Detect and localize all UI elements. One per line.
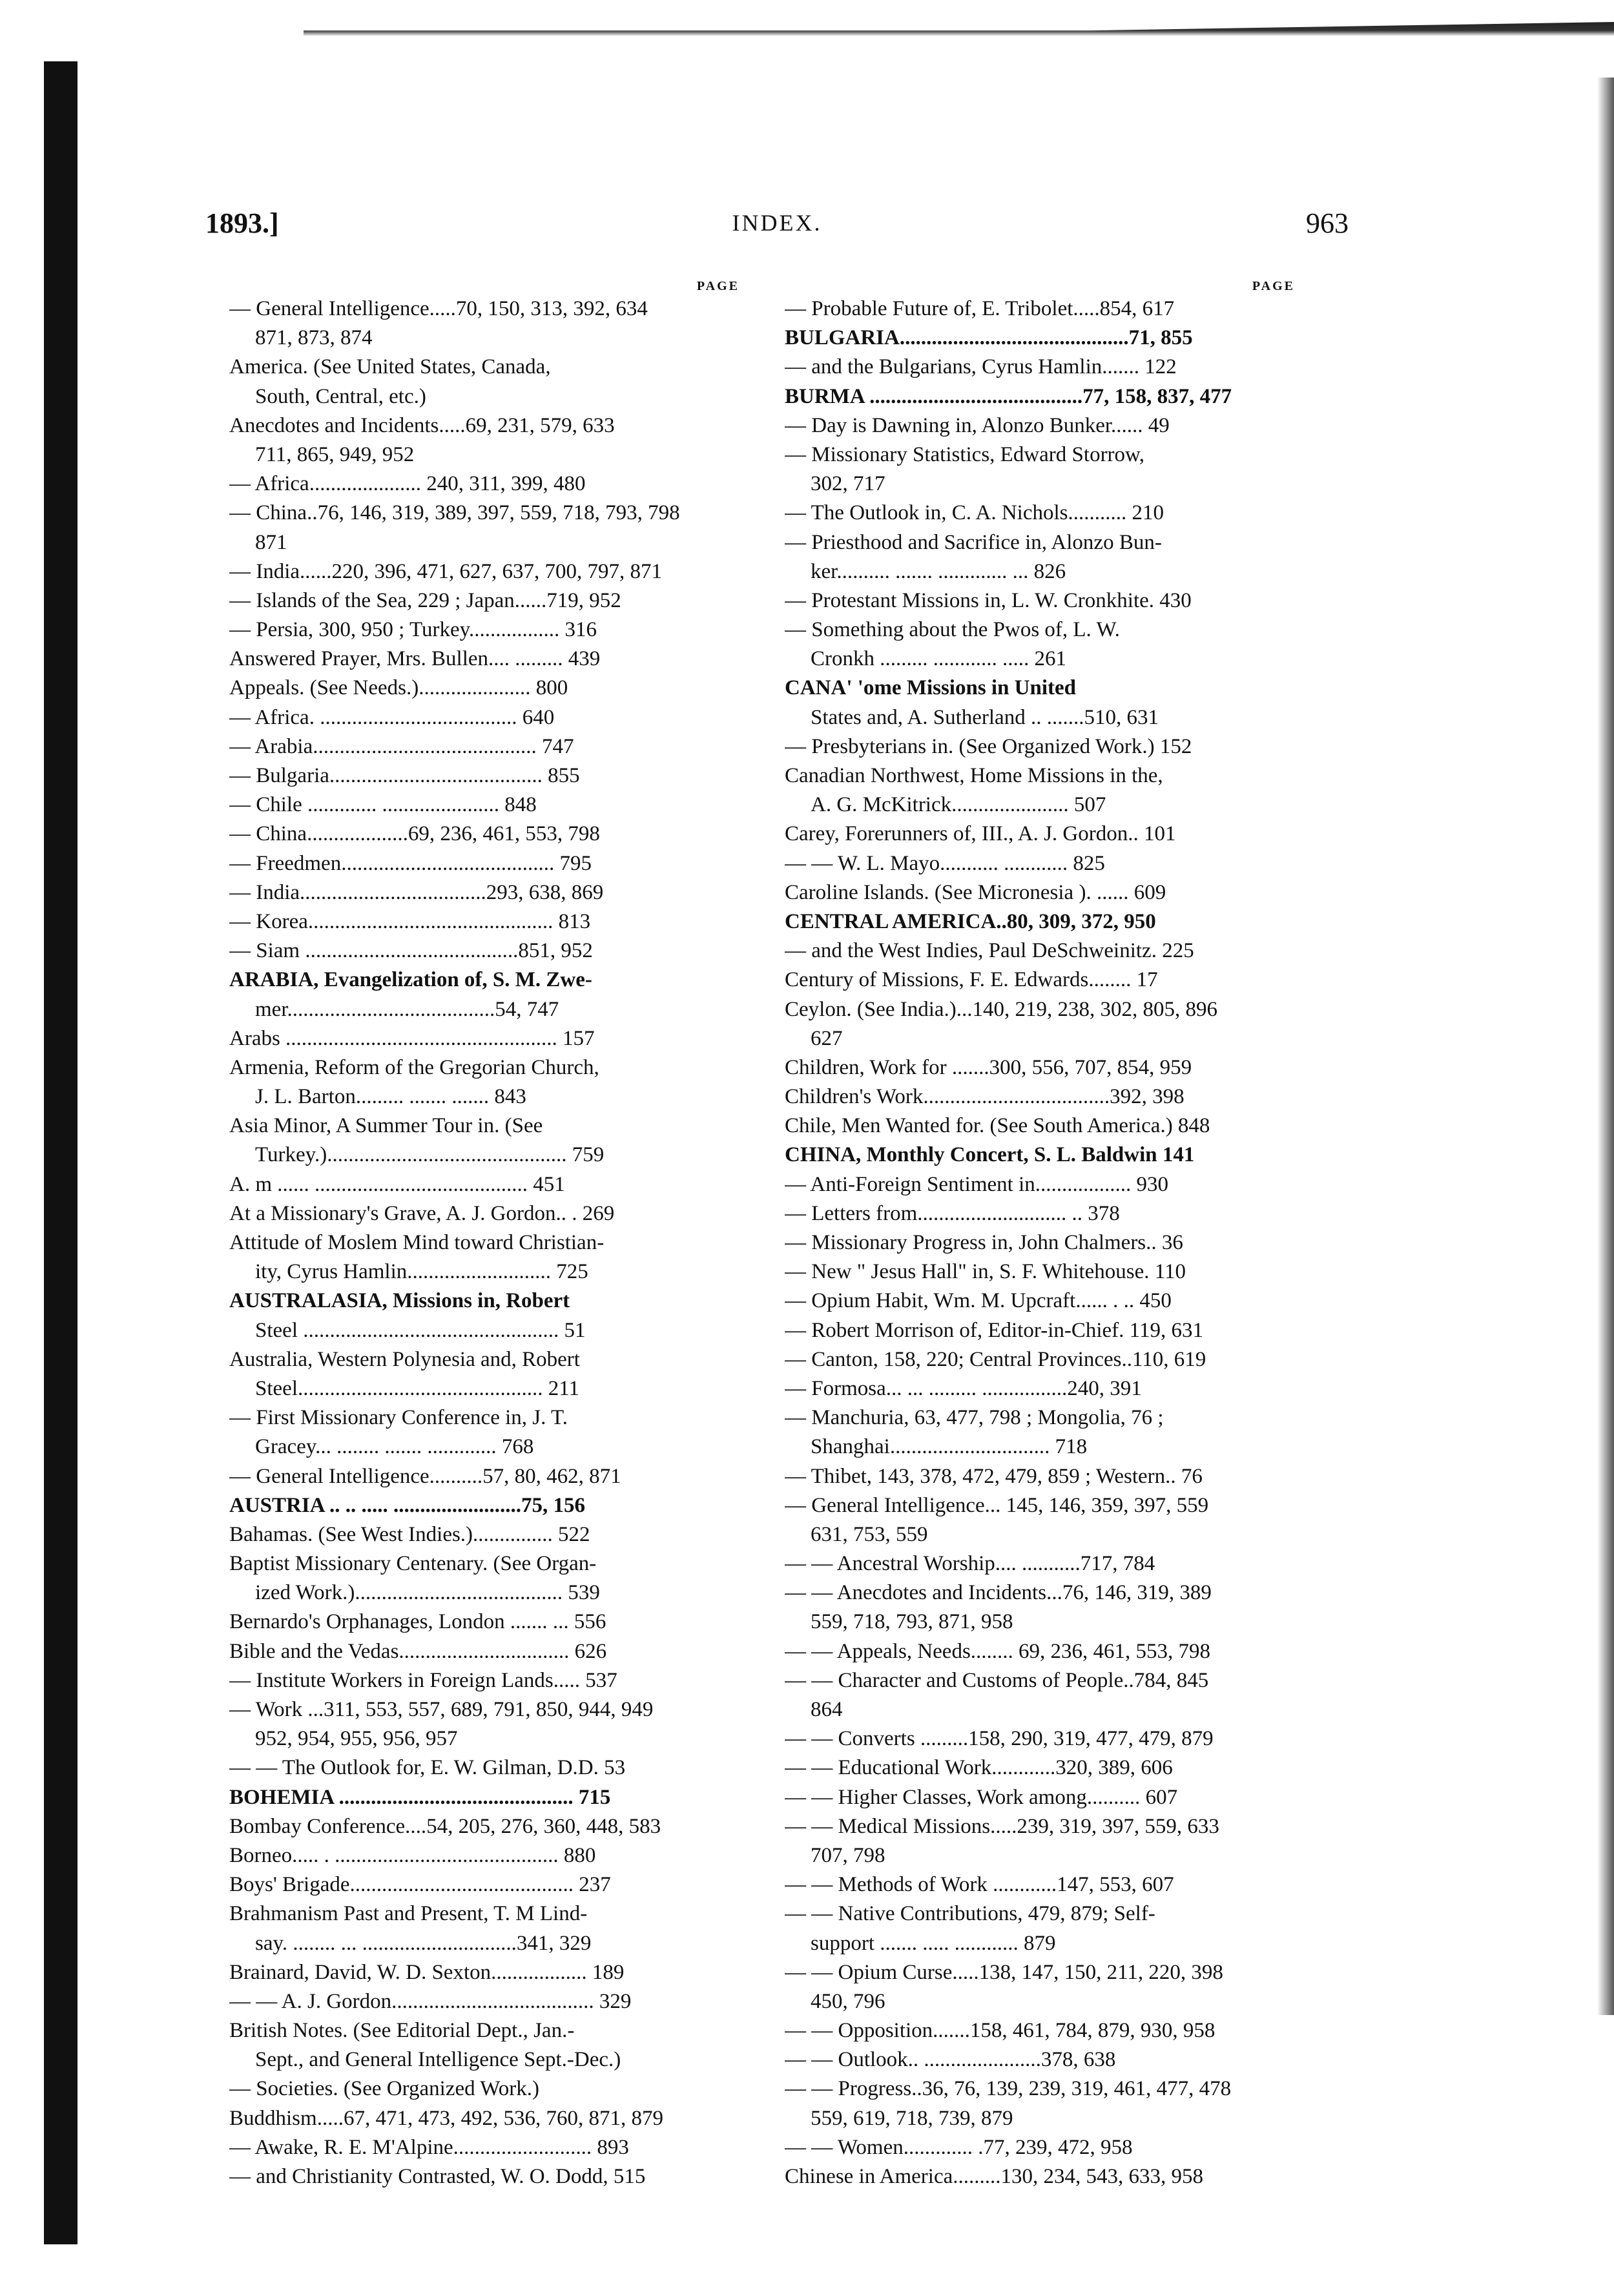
index-entry <box>229 1170 740 1199</box>
entry-line: BURMA ........................................77, 158, 837, 477 <box>785 384 1232 408</box>
entry-line: British Notes. (See Editorial Dept., Jan.- <box>229 2019 575 2043</box>
entry-line: — Letters from............................ .. 378 <box>785 1201 1120 1225</box>
index-entry <box>229 2104 740 2133</box>
entry-continuation-line: Cronkh ......... ............ ..... 261 <box>811 647 1066 671</box>
entry-line: Bible and the Vedas................................ 626 <box>229 1639 607 1663</box>
entry-line: — — Native Contributions, 479, 879; Self- <box>785 1902 1155 1926</box>
index-entry <box>785 1549 1295 1578</box>
index-entry <box>229 499 740 557</box>
index-entry <box>785 2016 1295 2045</box>
entry-line: Chinese in America.........130, 234, 543, 633, 958 <box>785 2165 1204 2188</box>
entry-line: — First Missionary Conference in, J. T. <box>229 1406 568 1430</box>
entry-line: — — Outlook.. ......................378, 638 <box>785 2048 1116 2072</box>
entry-line: — and the West Indies, Paul DeSchweinitz. 225 <box>785 939 1194 963</box>
index-entry <box>785 1724 1295 1753</box>
entry-line: — Missionary Statistics, Edward Storrow, <box>785 442 1144 466</box>
entry-line: — General Intelligence..........57, 80, 462, 871 <box>229 1464 621 1488</box>
entry-line: — — Converts .........158, 290, 319, 477, 479, 879 <box>785 1727 1214 1751</box>
index-entry <box>229 1053 740 1112</box>
entry-line: — Day is Dawning in, Alonzo Bunker...... 49 <box>785 413 1170 437</box>
entry-line: — General Intelligence.....70, 150, 313, 392, 634 <box>229 297 648 320</box>
entry-line: BOHEMIA ............................................ 715 <box>229 1785 611 1809</box>
entry-continuation-line: 450, 796 <box>811 1989 885 2013</box>
entry-line: — Thibet, 143, 378, 472, 479, 859 ; Western.. 76 <box>785 1464 1203 1488</box>
entry-line: — Anti-Foreign Sentiment in.................. 930 <box>785 1172 1168 1196</box>
entry-continuation-line: ity, Cyrus Hamlin........................... 725 <box>255 1260 588 1284</box>
page-column-label: PAGE <box>696 279 740 293</box>
index-entry <box>785 1257 1295 1287</box>
page-column-label: PAGE <box>1252 279 1295 293</box>
entry-line: — — Character and Customs of People..784, 845 <box>785 1668 1209 1692</box>
index-entry <box>785 411 1295 440</box>
index-entry <box>229 1287 740 1345</box>
index-entry <box>785 820 1295 849</box>
entry-line: Chile, Men Wanted for. (See South America.) 848 <box>785 1114 1210 1138</box>
index-entry <box>785 849 1295 878</box>
entry-line: Carey, Forerunners of, III., A. J. Gordon.. 101 <box>785 822 1176 846</box>
entry-line: — — Opposition.......158, 461, 784, 879, 930, 958 <box>785 2019 1216 2043</box>
index-entry <box>229 645 740 674</box>
entry-line: — — Higher Classes, Work among.......... 607 <box>785 1785 1178 1809</box>
entry-line: — Bulgaria........................................ 855 <box>229 764 580 787</box>
index-entry <box>785 674 1295 732</box>
entry-line: Bombay Conference....54, 205, 276, 360, 448, 583 <box>229 1814 661 1838</box>
entry-continuation-line: 302, 717 <box>811 472 885 496</box>
index-entry <box>229 1608 740 1637</box>
entry-continuation-line: Turkey.)............................................. 759 <box>255 1143 605 1167</box>
entry-line: AUSTRALASIA, Missions in, Robert <box>229 1289 570 1313</box>
index-entry <box>785 295 1295 324</box>
running-head <box>205 207 1349 245</box>
index-entry <box>785 586 1295 615</box>
index-entry <box>785 1899 1295 1958</box>
index-entry <box>785 1783 1295 1812</box>
index-entry <box>785 1170 1295 1199</box>
index-entry <box>785 324 1295 353</box>
index-entry <box>785 936 1295 966</box>
entry-line: — — W. L. Mayo........... ............ 825 <box>785 851 1105 875</box>
entry-line: Boys' Brigade.......................................... 237 <box>229 1873 611 1897</box>
entry-line: Appeals. (See Needs.)..................... 800 <box>229 676 568 700</box>
entry-line: — The Outlook in, C. A. Nichols........... 210 <box>785 501 1164 525</box>
index-entry <box>229 1812 740 1841</box>
index-entry <box>229 966 740 1024</box>
entry-continuation-line: mer.......................................54, 747 <box>255 997 559 1021</box>
index-entry <box>229 1199 740 1228</box>
entry-continuation-line: 631, 753, 559 <box>811 1522 928 1546</box>
index-entry <box>229 1695 740 1753</box>
entry-line: Bernardo's Orphanages, London ....... ... 556 <box>229 1610 606 1634</box>
entry-continuation-line: 871, 873, 874 <box>255 326 373 350</box>
entry-line: — Missionary Progress in, John Chalmers.. 36 <box>785 1231 1183 1254</box>
entry-line: Anecdotes and Incidents.....69, 231, 579, 633 <box>229 413 615 437</box>
entry-line: CHINA, Monthly Concert, S. L. Baldwin 141 <box>785 1143 1195 1167</box>
entry-line: A. m ...... ........................................ 451 <box>229 1172 565 1196</box>
scan-top-edge <box>304 22 1614 36</box>
index-entry <box>785 2074 1295 2133</box>
index-entry <box>785 499 1295 528</box>
entry-line: — Korea.............................................. 813 <box>229 909 591 933</box>
entry-line: AUSTRIA .. .. ..... ........................75, 156 <box>229 1493 585 1517</box>
index-entry <box>229 1666 740 1695</box>
entry-line: — — Progress..36, 76, 139, 239, 319, 461, 477, 478 <box>785 2077 1232 2101</box>
entry-line: — Presbyterians in. (See Organized Work.) 152 <box>785 734 1192 758</box>
index-entry <box>229 1462 740 1491</box>
index-entry <box>785 1316 1295 1345</box>
entry-continuation-line: 707, 798 <box>811 1843 885 1867</box>
entry-line: Borneo..... . .......................................... 880 <box>229 1843 596 1867</box>
entry-line: — and the Bulgarians, Cyrus Hamlin....... 122 <box>785 355 1177 379</box>
index-entry <box>785 528 1295 586</box>
entry-continuation-line: ker.......... ....... ............. ... 826 <box>811 559 1066 583</box>
index-entry <box>785 1812 1295 1870</box>
entry-line: Brahmanism Past and Present, T. M Lind- <box>229 1902 588 1926</box>
entry-line: — — Ancestral Worship.... ...........717, 784 <box>785 1552 1155 1576</box>
index-entry <box>785 1958 1295 2016</box>
entry-line: Ceylon. (See India.)...140, 219, 238, 302, 805, 896 <box>785 997 1218 1021</box>
index-entry <box>229 878 740 907</box>
index-entry <box>785 1374 1295 1403</box>
index-entry <box>785 1491 1295 1549</box>
entry-line: — New " Jesus Hall" in, S. F. Whitehouse. 110 <box>785 1260 1186 1284</box>
entry-continuation-line: 559, 718, 793, 871, 958 <box>811 1610 1013 1634</box>
index-entry <box>229 1958 740 1987</box>
index-entry <box>229 1112 740 1170</box>
index-column-left <box>229 278 740 2191</box>
index-entry <box>229 1228 740 1287</box>
header-year: 1893.] <box>205 207 279 239</box>
index-entry <box>785 1870 1295 1899</box>
index-entry <box>785 1345 1295 1374</box>
entry-line: — and Christianity Contrasted, W. O. Dodd, 515 <box>229 2165 646 2188</box>
index-entry <box>785 382 1295 411</box>
index-entry <box>229 1520 740 1549</box>
entry-line: — Arabia.......................................... 747 <box>229 734 574 758</box>
entry-continuation-line: 627 <box>811 1026 843 1050</box>
entry-continuation-line: 711, 865, 949, 952 <box>255 442 415 466</box>
entry-line: — Priesthood and Sacrifice in, Alonzo Bun- <box>785 530 1162 554</box>
entry-continuation-line: 864 <box>811 1698 843 1721</box>
index-entry <box>229 703 740 732</box>
entry-continuation-line: J. L. Barton......... ....... ....... 843 <box>255 1085 526 1109</box>
index-entry <box>785 1053 1295 1082</box>
entry-line: — China..76, 146, 319, 389, 397, 559, 718, 793, 798 <box>229 501 680 525</box>
entry-continuation-line: Shanghai.............................. 718 <box>811 1435 1088 1459</box>
entry-continuation-line: 952, 954, 955, 956, 957 <box>255 1727 458 1751</box>
index-entry <box>229 761 740 791</box>
index-entry <box>785 1082 1295 1112</box>
entry-line: — Africa. ..................................... 640 <box>229 705 555 729</box>
index-entry <box>785 440 1295 499</box>
entry-line: Arabs ................................................... 157 <box>229 1026 595 1050</box>
entry-line: Brainard, David, W. D. Sexton.................. 189 <box>229 1960 625 1984</box>
entry-continuation-line: 871 <box>255 530 287 554</box>
index-entry <box>785 1199 1295 1228</box>
entry-line: — India...................................293, 638, 869 <box>229 880 604 904</box>
entry-line: — Siam ........................................851, 952 <box>229 939 593 963</box>
entry-continuation-line: States and, A. Sutherland .. .......510, 631 <box>811 705 1159 729</box>
index-entry <box>229 1549 740 1608</box>
entry-line: — Work ...311, 553, 557, 689, 791, 850, 944, 949 <box>229 1698 654 1721</box>
entry-line: Armenia, Reform of the Gregorian Church, <box>229 1055 599 1079</box>
entry-line: Caroline Islands. (See Micronesia ). ...... 609 <box>785 880 1166 904</box>
entry-line: Century of Missions, F. E. Edwards........ 17 <box>785 968 1158 992</box>
index-entry <box>785 761 1295 820</box>
entry-continuation-line: Steel ................................................ 51 <box>255 1318 586 1342</box>
entry-line: — Protestant Missions in, L. W. Cronkhite. 430 <box>785 588 1192 612</box>
entry-line: CANA' 'ome Missions in United <box>785 676 1077 700</box>
index-entry <box>785 995 1295 1053</box>
index-entry <box>785 2045 1295 2074</box>
entry-line: — Africa..................... 240, 311, 399, 480 <box>229 472 586 496</box>
entry-line: — — Women............. .77, 239, 472, 958 <box>785 2135 1133 2159</box>
entry-line: — Chile ............. ...................... 848 <box>229 793 537 817</box>
entry-continuation-line: South, Central, etc.) <box>255 384 426 408</box>
index-entry <box>229 557 740 586</box>
index-entry <box>229 411 740 470</box>
index-entry <box>229 1345 740 1403</box>
entry-line: Children, Work for .......300, 556, 707, 854, 959 <box>785 1055 1192 1079</box>
index-entry <box>785 1666 1295 1724</box>
index-entry <box>785 907 1295 936</box>
entry-line: — India......220, 396, 471, 627, 637, 700, 797, 871 <box>229 559 663 583</box>
entry-line: — Awake, R. E. M'Alpine.......................... 893 <box>229 2135 629 2159</box>
index-entry <box>229 2074 740 2104</box>
index-entry <box>229 674 740 703</box>
scan-binding-edge <box>44 61 78 2244</box>
index-entry <box>785 1637 1295 1666</box>
index-entry <box>229 1870 740 1899</box>
entry-line: Australia, Western Polynesia and, Robert <box>229 1347 580 1371</box>
entry-continuation-line: Steel.............................................. 211 <box>255 1376 580 1400</box>
index-entry <box>229 1841 740 1870</box>
entry-continuation-line: support ....... ..... ............ 879 <box>811 1931 1056 1955</box>
entry-line: — — Opium Curse.....138, 147, 150, 211, 220, 398 <box>785 1960 1223 1984</box>
index-entry <box>229 1899 740 1958</box>
entry-continuation-line: say. ........ ... .............................341, 329 <box>255 1931 592 1955</box>
index-entry <box>785 1462 1295 1491</box>
index-entry <box>229 586 740 615</box>
entry-line: — — The Outlook for, E. W. Gilman, D.D. 53 <box>229 1756 626 1780</box>
entry-line: — — Anecdotes and Incidents...76, 146, 319, 389 <box>785 1581 1212 1605</box>
index-entry <box>785 732 1295 761</box>
index-entry <box>229 849 740 878</box>
index-entry <box>229 1987 740 2016</box>
scan-right-shadow <box>1597 78 1614 2015</box>
index-entry <box>229 907 740 936</box>
entry-line: Asia Minor, A Summer Tour in. (See <box>229 1114 543 1138</box>
entry-line: — Probable Future of, E. Tribolet.....854, 617 <box>785 297 1175 320</box>
header-title: INDEX. <box>732 210 822 236</box>
index-entry <box>229 820 740 849</box>
entry-line: Children's Work...................................392, 398 <box>785 1085 1185 1109</box>
entry-line: Canadian Northwest, Home Missions in the, <box>785 764 1163 787</box>
index-entry <box>229 2016 740 2074</box>
entry-line: Buddhism.....67, 471, 473, 492, 536, 760, 871, 879 <box>229 2106 663 2130</box>
entry-line: BULGARIA...........................................71, 855 <box>785 326 1193 350</box>
index-entry <box>229 791 740 820</box>
index-entry <box>229 295 740 353</box>
entry-line: Baptist Missionary Centenary. (See Organ- <box>229 1552 597 1576</box>
entry-continuation-line: Sept., and General Intelligence Sept.-Dec.) <box>255 2048 621 2072</box>
index-entry <box>229 2133 740 2162</box>
entry-line: — Opium Habit, Wm. M. Upcraft...... . .. 450 <box>785 1289 1172 1313</box>
index-entry <box>785 878 1295 907</box>
entry-line: — — A. J. Gordon...................................... 329 <box>229 1989 632 2013</box>
entry-line: — Something about the Pwos of, L. W. <box>785 618 1120 642</box>
index-entry <box>229 1753 740 1783</box>
entry-line: — Canton, 158, 220; Central Provinces..110, 619 <box>785 1347 1206 1371</box>
index-entry <box>785 1228 1295 1257</box>
entry-line: — Manchuria, 63, 477, 798 ; Mongolia, 76 ; <box>785 1406 1164 1430</box>
index-entry <box>785 2162 1295 2191</box>
header-page-number: 963 <box>1306 207 1349 239</box>
entry-line: — — Appeals, Needs........ 69, 236, 461, 553, 798 <box>785 1639 1211 1663</box>
entry-continuation-line: 559, 619, 718, 739, 879 <box>811 2106 1013 2130</box>
index-column-right <box>785 278 1295 2191</box>
index-entry <box>229 470 740 499</box>
entry-line: — Societies. (See Organized Work.) <box>229 2077 539 2101</box>
index-entry <box>785 2133 1295 2162</box>
entry-line: Answered Prayer, Mrs. Bullen.... ......... 439 <box>229 647 601 671</box>
index-entry <box>785 966 1295 995</box>
index-entry <box>229 1403 740 1462</box>
index-entry <box>229 1783 740 1812</box>
index-entry <box>229 1024 740 1053</box>
entry-line: Attitude of Moslem Mind toward Christian- <box>229 1231 605 1254</box>
index-entry <box>785 615 1295 674</box>
entry-continuation-line: ized Work.)....................................... 539 <box>255 1581 600 1605</box>
index-entry <box>785 1578 1295 1637</box>
index-entry <box>229 936 740 966</box>
index-entry <box>229 615 740 645</box>
index-entry <box>229 1491 740 1520</box>
index-entry <box>785 1141 1295 1170</box>
index-entry <box>785 1112 1295 1141</box>
entry-line: — Islands of the Sea, 229 ; Japan......719, 952 <box>229 588 621 612</box>
entry-line: — — Medical Missions.....239, 319, 397, 559, 633 <box>785 1814 1219 1838</box>
entry-line: — Institute Workers in Foreign Lands..... 537 <box>229 1668 617 1692</box>
entry-line: — Persia, 300, 950 ; Turkey................. 316 <box>229 618 597 642</box>
entry-line: — Formosa... ... ......... ................240, 391 <box>785 1376 1142 1400</box>
index-entry <box>229 2162 740 2191</box>
index-entry <box>229 732 740 761</box>
entry-line: ARABIA, Evangelization of, S. M. Zwe- <box>229 968 592 992</box>
entry-line: America. (See United States, Canada, <box>229 355 551 379</box>
entry-line: CENTRAL AMERICA..80, 309, 372, 950 <box>785 909 1156 933</box>
entry-line: Bahamas. (See West Indies.)............... 522 <box>229 1522 590 1546</box>
entry-continuation-line: A. G. McKitrick...................... 507 <box>811 793 1106 817</box>
entry-line: — Freedmen........................................ 795 <box>229 851 592 875</box>
index-entry <box>785 1753 1295 1783</box>
index-entry <box>229 353 740 411</box>
entry-line: — — Educational Work............320, 389, 606 <box>785 1756 1173 1780</box>
entry-continuation-line: Gracey... ........ ....... ............. 768 <box>255 1435 534 1459</box>
index-entry <box>229 1637 740 1666</box>
index-entry <box>785 1403 1295 1462</box>
entry-line: — — Methods of Work ............147, 553, 607 <box>785 1873 1174 1897</box>
entry-line: — General Intelligence... 145, 146, 359, 397, 559 <box>785 1493 1209 1517</box>
entry-line: — China...................69, 236, 461, 553, 798 <box>229 822 600 846</box>
entry-line: At a Missionary's Grave, A. J. Gordon.. . 269 <box>229 1201 615 1225</box>
entry-line: — Robert Morrison of, Editor-in-Chief. 119, 631 <box>785 1318 1203 1342</box>
index-entry <box>785 353 1295 382</box>
index-entry <box>785 1287 1295 1316</box>
